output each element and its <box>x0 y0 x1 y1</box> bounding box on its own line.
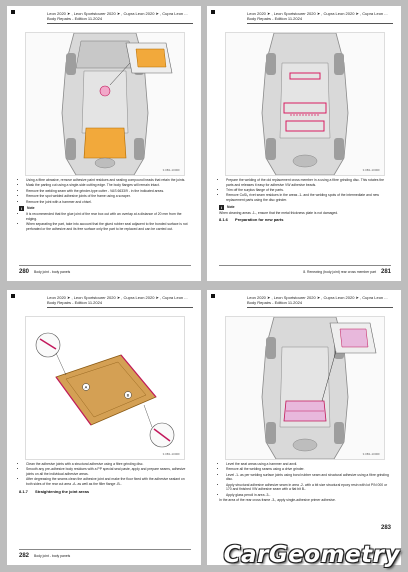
note-list <box>19 212 191 231</box>
footer-text: Body joint - body panels <box>33 270 71 274</box>
footer-text: 8. Renewing (body joint) rear cross member part <box>303 270 377 274</box>
header-model-line: Leon 2020 ➤ , Leon Sportstourer 2020 ➤ , Cupra Leon 2020 ➤ , Cupra Leon ... <box>47 11 188 16</box>
header-rule <box>47 23 193 24</box>
header-rule <box>247 307 393 308</box>
figure-car-underbody-joint-areas <box>225 316 385 460</box>
callout-a: A <box>84 384 88 390</box>
car-underbody-illustration <box>226 33 384 175</box>
header-model-line: Leon 2020 ➤ , Leon Sportstourer 2020 ➤ , Cupra Leon 2020 ➤ , Cupra Leon ... <box>47 295 188 300</box>
instruction-item: • Mask the parting cut using a single-side cutting edge. The body flanges will remain intact. <box>26 183 191 188</box>
header-model-line: Leon 2020 ➤ , Leon Sportstourer 2020 ➤ , Cupra Leon 2020 ➤ , Cupra Leon ... <box>247 295 388 300</box>
header-edition-line: Body Repairs - Edition 11.2024 <box>247 300 303 305</box>
instruction-item: • Remove all the welding seams using a drive grinder. <box>226 467 391 472</box>
section-number: 8.1.7 <box>19 488 28 494</box>
page-corner-marker <box>211 294 215 298</box>
section-heading <box>19 490 191 495</box>
instruction-item: • Remove the spot welded adhesive joints of the frame using a scraper. <box>26 194 191 199</box>
footer-rule <box>19 265 191 266</box>
instruction-item: • Prepare the welding of the old replacement cross member in a using a fibre grinding disc. This rotates the parts and releases it easy for adhesive VW adhesive beads. <box>226 178 391 187</box>
cargeometry-watermark: CarGeometry <box>223 542 400 568</box>
figure-reference: 3.0B1-1000F <box>362 168 380 172</box>
note-item: • It is recommended that the glue joint of the rear box out with an overlap at a distance of 20 mm from the edging. <box>26 212 191 221</box>
instruction-list <box>19 178 191 204</box>
instruction-list <box>19 462 191 487</box>
manual-page-281 <box>207 6 401 281</box>
header-edition-line: Body Repairs - Edition 11.2024 <box>47 16 103 21</box>
note-label: Note <box>227 204 235 209</box>
instruction-item: • Remove CuSi₃ rivet seam residues in the areas -1- and the welding spots of the intermediate and new replacement parts using the disc grinder. <box>226 193 391 202</box>
header-edition-line: Body Repairs - Edition 11.2024 <box>247 16 303 21</box>
page-header <box>247 11 393 21</box>
manual-page-283 <box>207 290 401 565</box>
car-underbody-illustration <box>226 317 384 459</box>
rear-panel-illustration <box>26 317 184 459</box>
header-rule <box>47 307 193 308</box>
note-label: Note <box>27 206 35 211</box>
section-number: 8.1.6 <box>219 217 228 223</box>
header-model-line: Leon 2020 ➤ , Leon Sportstourer 2020 ➤ , Cupra Leon 2020 ➤ , Cupra Leon ... <box>247 11 388 16</box>
page-number: 282 <box>19 553 30 559</box>
page-corner-marker <box>211 10 215 14</box>
figure-reference: 3.0B1-1000F <box>162 452 180 456</box>
header-edition-line: Body Repairs - Edition 11.2024 <box>47 300 103 305</box>
manual-page-280 <box>7 6 201 281</box>
info-icon: i <box>20 206 23 212</box>
footer-text: Body joint - body panels <box>33 554 71 558</box>
instruction-text <box>19 462 191 494</box>
page-number: 283 <box>380 525 391 531</box>
instruction-item: • Using a fibre abrasive, remove adhesive paint residues and sealing compound beads that retain the joints. <box>26 178 191 183</box>
car-underbody-illustration <box>26 33 184 175</box>
section-title: Straightening the joint areas <box>35 488 90 494</box>
page-corner-marker <box>11 294 15 298</box>
note-heading <box>19 206 191 211</box>
note-text: When cleaning areas -1-, ensure that the metal thickness plate is not damaged. <box>219 210 339 215</box>
instruction-list <box>219 462 391 497</box>
figure-car-underbody-top-cutout <box>25 32 185 176</box>
instruction-text <box>219 462 391 503</box>
page-header <box>47 11 193 21</box>
page-footer <box>219 525 391 531</box>
instruction-item: • Trim off the surplus flange of the parts. <box>226 188 391 193</box>
instruction-item: • Smooth any pre-adhesive body residues with a PP special seal paste, apply and prepare seams, adhesive joints on all the individual adhesive areas. <box>26 467 191 476</box>
instruction-item: • Apply glass pencil in area -3-. <box>226 493 391 498</box>
note-heading <box>219 205 391 210</box>
page-footer <box>219 269 391 275</box>
instruction-text <box>19 178 191 232</box>
instruction-text <box>219 178 391 223</box>
trailing-text: In the area of the rear cross frame -3-, apply single-adhesive primer adhesive. <box>219 498 336 503</box>
instruction-item: • Apply structural adhesive adhesive seam in area -2- with a bit size structural epoxy resin with lot P/N 000 or 170 and finished VW adhesive seam with a flat bit B-. <box>226 483 391 492</box>
instruction-item: • Level the seat areas using a hammer and anvil. <box>226 462 391 467</box>
instruction-item: • Remove the joint with a hammer and chisel. <box>26 200 191 205</box>
page-header <box>247 295 393 305</box>
instruction-item: • After degreasing the seams clean the adhesive joint and make the floor fixed with the adhesive sealant on both sides of the rear cut area -A- as well as the filler flange -B-. <box>26 477 191 486</box>
figure-reference: 3.0B1-1000F <box>162 168 180 172</box>
instruction-list <box>219 178 391 203</box>
section-title: Preparation for new parts <box>235 217 284 223</box>
info-icon: i <box>220 204 223 210</box>
instruction-item: • Clean the adhesive joints with a structural adhesive using a fibre grinding disc. <box>26 462 191 467</box>
figure-reference: 3.0B1-1000F <box>362 452 380 456</box>
footer-rule <box>219 265 391 266</box>
callout-b: B <box>126 392 130 398</box>
note-item: • When separating the part, take into account that the glued rubber seal adjacent to the bonded surface is not perforated or the adhesive and its free surface only the part to be replaced and can be carried out. <box>26 222 191 231</box>
instruction-item: • Level -1- as per welding surface joints using bond rubber seam and structural adhesive using a fibre grinding disc. <box>226 473 391 482</box>
instruction-item: • Remove the welding seam with the grinder-type cutter - VAS 6633/9 - in the indicated areas. <box>26 189 191 194</box>
page-corner-marker <box>11 10 15 14</box>
page-footer <box>19 269 191 275</box>
figure-rear-panel-part <box>25 316 185 460</box>
page-header <box>47 295 193 305</box>
page-number: 281 <box>380 269 391 275</box>
section-heading <box>219 218 391 223</box>
header-rule <box>247 23 393 24</box>
figure-car-underbody-marked-areas <box>225 32 385 176</box>
footer-rule <box>19 549 191 550</box>
page-footer <box>19 553 191 559</box>
page-number: 280 <box>19 269 30 275</box>
manual-page-282 <box>7 290 201 565</box>
